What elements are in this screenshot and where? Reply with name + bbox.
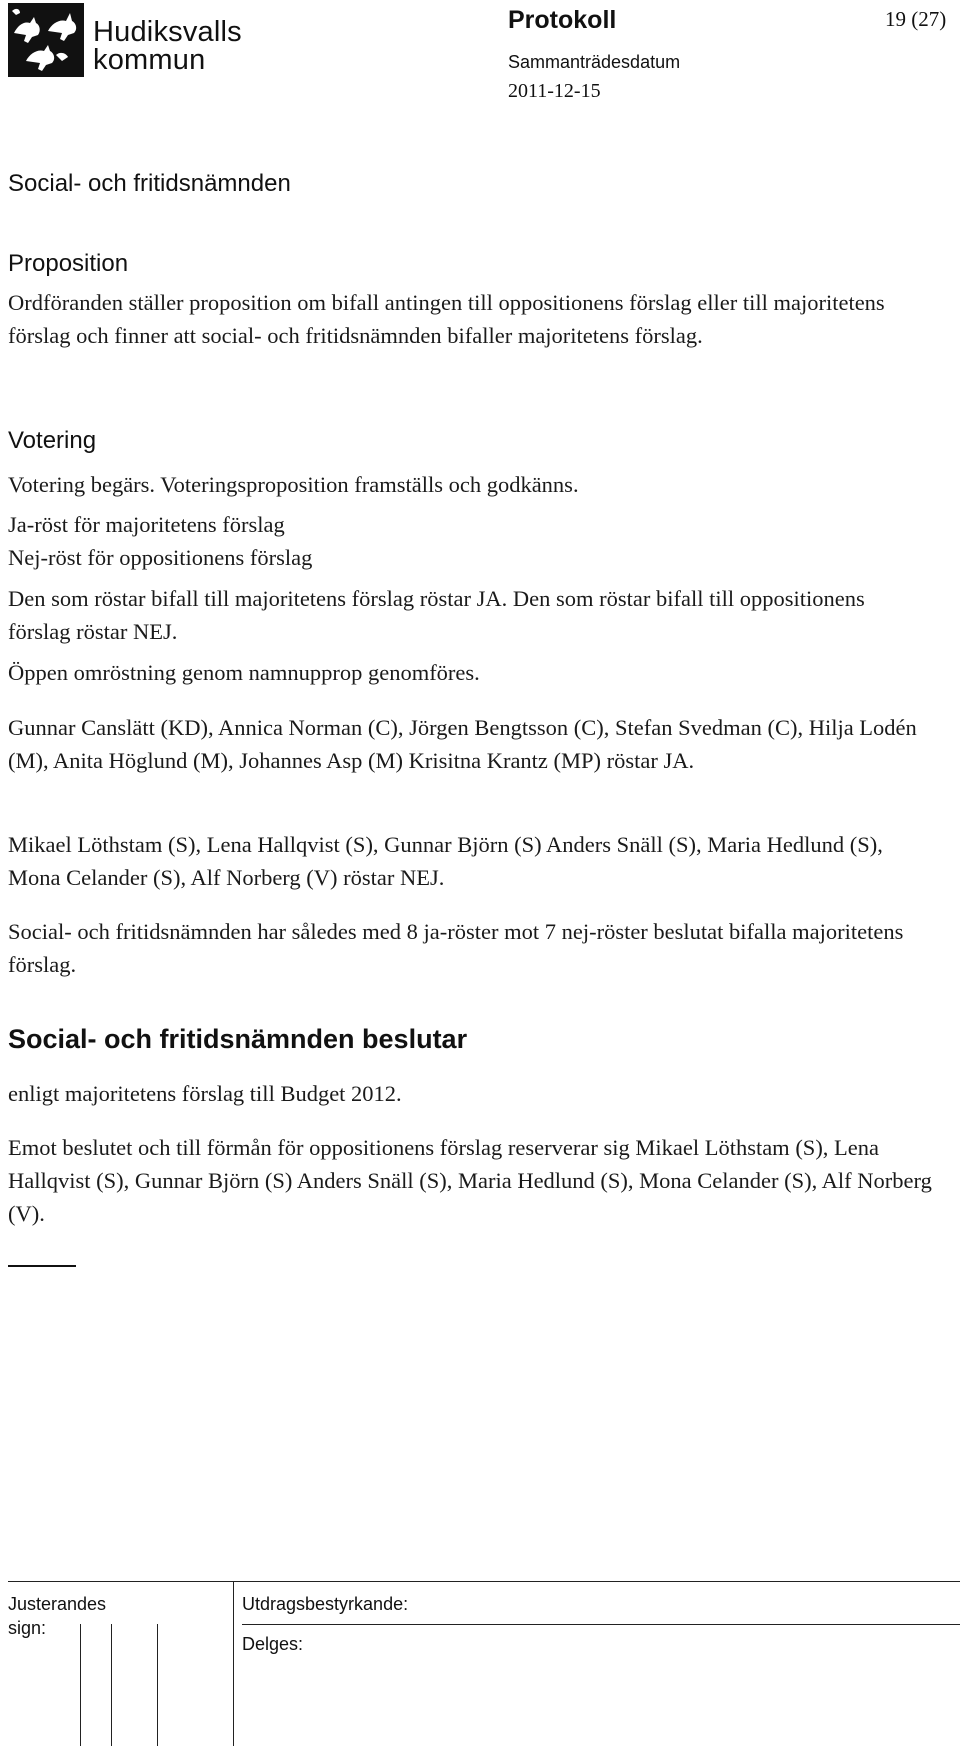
logo-line-1: Hudiksvalls: [93, 16, 242, 48]
logo-line-2: kommun: [93, 44, 206, 76]
delges-label: Delges:: [242, 1634, 304, 1654]
meeting-date: 2011-12-15: [508, 80, 601, 102]
footer-column-divider: [233, 1581, 234, 1746]
votering-paragraph-2: Öppen omröstning genom namnupprop genomföres.: [8, 660, 480, 685]
votering-result: Social- och fritidsnämnden har således med 8 ja-röster mot 7 nej-röster beslutat bifalla majoritetens förslag.: [8, 919, 904, 977]
end-divider: [8, 1265, 76, 1267]
votering-line-2: Ja-röst för majoritetens förslag: [8, 512, 285, 537]
reservation-text: Emot beslutet och till förmån för oppositionens förslag reserverar sig Mikael Löthstam (S), Lena Hallqvist (S), Gunnar Björn (S) Anders Snäll (S), Maria Hedlund (S), Mona Celander (S), Alf Norberg (V).: [8, 1135, 932, 1226]
page-number: 19 (27): [885, 7, 947, 31]
decision-text: enligt majoritetens förslag till Budget 2012.: [8, 1081, 402, 1106]
signature-box-divider: [157, 1624, 158, 1746]
proposition-text: Ordföranden ställer proposition om bifall antingen till oppositionens förslag eller till majoritetens förslag och finner att social- och fritidsnämnden bifaller majoritetens förslag.: [8, 290, 885, 348]
footer-top-rule: [8, 1581, 960, 1582]
goat-emblem-icon: [8, 3, 84, 77]
footer-mid-rule: [242, 1624, 960, 1625]
municipality-name: [93, 18, 242, 74]
votering-paragraph-1: Den som röstar bifall till majoritetens förslag röstar JA. Den som röstar bifall till oppositionens förslag röstar NEJ.: [8, 586, 865, 644]
proposition-heading: Proposition: [8, 250, 129, 277]
votering-yes-voters: Gunnar Canslätt (KD), Annica Norman (C), Jörgen Bengtsson (C), Stefan Svedman (C), Hilja Lodén (M), Anita Höglund (M), Johannes Asp (M) Krisitna Krantz (MP) röstar JA.: [8, 715, 917, 773]
justerandes-sign-label: Justerandes sign:: [8, 1594, 107, 1638]
document-type-title: Protokoll: [508, 6, 617, 34]
votering-line-1: Votering begärs. Voteringsproposition framställs och godkänns.: [8, 472, 579, 497]
utdragsbestyrkande-label: Utdragsbestyrkande:: [242, 1594, 409, 1614]
meeting-date-label: Sammanträdesdatum: [508, 52, 681, 72]
signature-box-divider: [111, 1624, 112, 1746]
votering-heading: Votering: [8, 427, 97, 454]
votering-line-3: Nej-röst för oppositionens förslag: [8, 545, 313, 570]
committee-name: Social- och fritidsnämnden: [8, 170, 291, 197]
municipality-logo: [8, 3, 84, 77]
votering-no-voters: Mikael Löthstam (S), Lena Hallqvist (S), Gunnar Björn (S) Anders Snäll (S), Maria Hedlund (S), Mona Celander (S), Alf Norberg (V) röstar NEJ.: [8, 832, 883, 890]
signature-box-divider: [80, 1624, 81, 1746]
decision-heading: Social- och fritidsnämnden beslutar: [8, 1024, 468, 1054]
